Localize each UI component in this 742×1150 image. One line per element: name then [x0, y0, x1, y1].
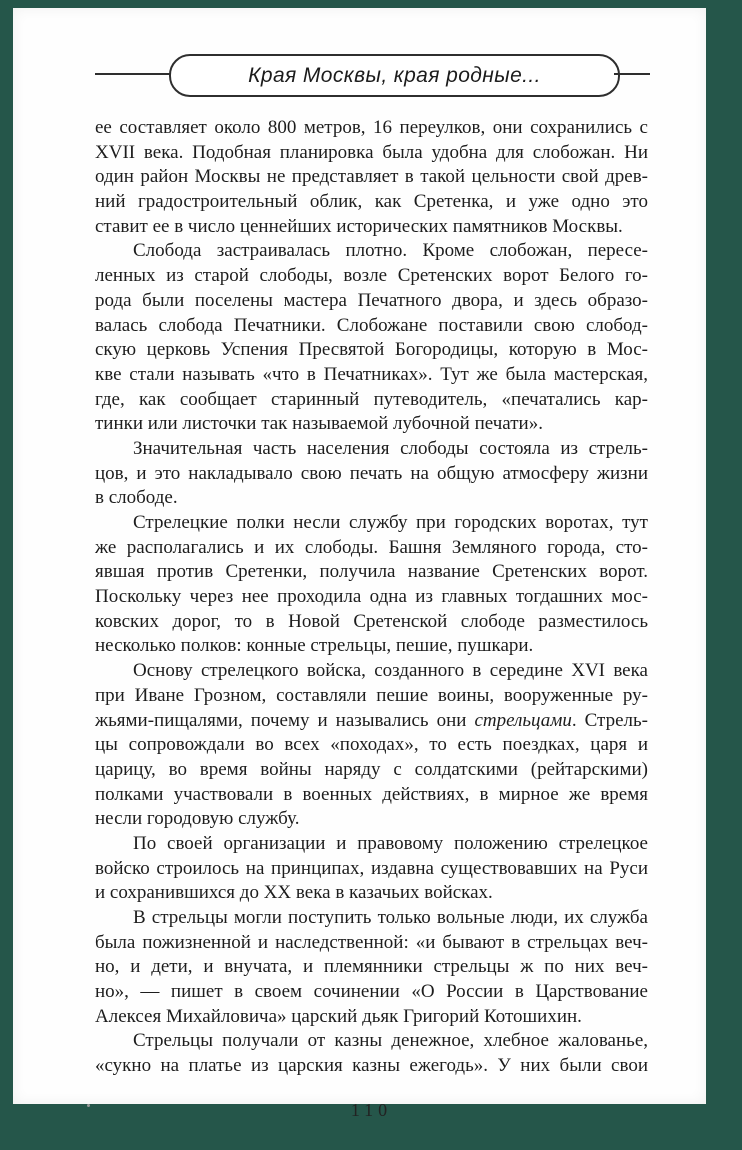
text-line: «сукно на платье из царския казны ежегодь». У них были свои [95, 1055, 648, 1077]
header-rule-right [614, 73, 650, 75]
paragraph [95, 239, 648, 437]
text-line: Стрельцы получали от казны денежное, хлебное жалованье, [133, 1030, 648, 1052]
ink-speck [87, 1104, 90, 1107]
paragraph [95, 437, 648, 511]
text-line: По своей организации и правовому положению стрелецкое [133, 832, 648, 854]
text-line: несколько полков: конные стрельцы, пешие, пушкари. [95, 635, 534, 657]
text-line: но, и дети, и внучата, и племянники стрельцы ж по них веч- [95, 956, 648, 978]
text-line: скую церковь Успения Пресвятой Богородицы, которую в Мос- [95, 339, 648, 361]
text-line: в слободе. [95, 487, 178, 509]
text-line: ставит ее в число ценнейших исторических памятников Москвы. [95, 215, 623, 237]
text-line: Стрелецкие полки несли службу при городских воротах, тут [133, 512, 648, 533]
text-line: ний градостроительный облик, как Сретенка, и уже одно это [95, 191, 648, 213]
paragraph [95, 1029, 648, 1078]
text-line: при Иване Грозном, составляли пешие воины, вооруженные ру- [95, 684, 648, 706]
text-line: валась слобода Печатники. Слобожане поставили свою слобод- [95, 314, 648, 336]
header-oval [169, 54, 620, 97]
text-line: XVII века. Подобная планировка была удобна для слобожан. Ни [95, 141, 648, 163]
text-line: Значительная часть населения слободы состояла из стрель- [133, 437, 648, 459]
text-line: кве стали называть «что в Печатниках». Тут же была мастерская, [95, 363, 648, 385]
paragraph [95, 116, 648, 239]
page-number: 110 [350, 1100, 393, 1120]
text-line: Поскольку через нее проходила одна из главных тогдашних мос- [95, 586, 648, 608]
body-text [95, 116, 648, 1079]
text-line: полками участвовали в военных действиях, в мирное же время [95, 783, 648, 805]
text-line: Алексея Михайловича» царский дьяк Григорий Котошихин. [95, 1005, 582, 1027]
text-line: и сохранившихся до XX века в казачьих войсках. [95, 882, 493, 904]
running-head-title: Края Москвы, края родные... [248, 63, 541, 87]
paragraph [95, 511, 648, 659]
text-line: войско строилось на принципах, издавна существовавших на Руси [95, 857, 648, 879]
text-line: тинки или листочки так называемой лубочной печати». [95, 413, 543, 435]
text-line: но», — пишет в своем сочинении «О России в Царствование [95, 981, 648, 1003]
book-page [13, 8, 706, 1120]
running-head [13, 54, 706, 94]
text-line: жьями-пищалями, почему и назывались они стрельцами. Стрель- [95, 709, 648, 731]
text-line: цы сопровождали во всех «походах», то есть поездках, царя и [95, 734, 648, 756]
text-line: царицу, во время войны наряду с солдатскими (рейтарскими) [95, 758, 648, 780]
text-line: же располагались и их слободы. Башня Земляного города, сто- [95, 536, 648, 558]
text-line: где, как сообщает старинный путеводитель, «печатались кар- [95, 388, 648, 410]
text-line: Слобода застраивалась плотно. Кроме слобожан, пересе- [133, 240, 648, 262]
text-line: В стрельцы могли поступить только вольные люди, их служба [133, 907, 648, 928]
paragraph [95, 906, 648, 1029]
header-rule-left [95, 73, 171, 75]
text-line: несли городовую службу. [95, 808, 300, 830]
text-line: ковских дорог, то в Новой Сретенской слободе разместилось [95, 610, 648, 632]
paragraph [95, 832, 648, 906]
text-line: явшая против Сретенки, получила название Сретенских ворот. [95, 561, 648, 583]
text-line: была пожизненной и наследственной: «и бывают в стрельцах веч- [95, 931, 648, 953]
text-line: ее составляет около 800 метров, 16 переулков, они сохранились с [95, 117, 648, 138]
text-line: один район Москвы не представляет в такой цельности свой древ- [95, 166, 648, 188]
text-line: Основу стрелецкого войска, созданного в середине XVI века [133, 660, 648, 682]
text-line: ленных из старой слободы, возле Сретенских ворот Белого го- [95, 265, 648, 287]
text-line: цов, и это накладывало свою печать на общую атмосферу жизни [95, 462, 648, 484]
text-line: рода были поселены мастера Печатного двора, и здесь образо- [95, 289, 648, 311]
paragraph [95, 659, 648, 832]
